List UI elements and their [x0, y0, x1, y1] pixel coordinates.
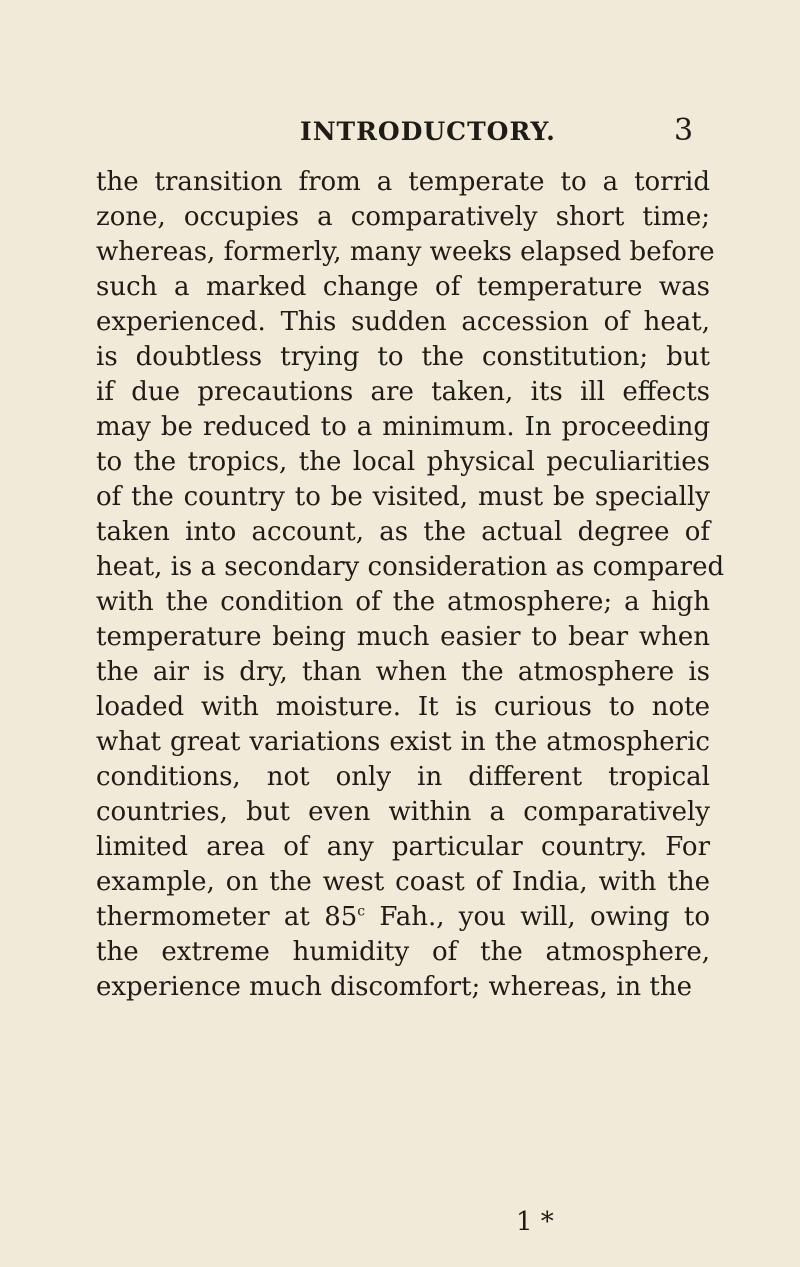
text-line-23: the extreme humidity of the atmosphere, [96, 937, 710, 967]
text-line-3: whereas, formerly, many weeks elapsed before [96, 237, 715, 267]
page-number: 3 [674, 113, 694, 148]
text-line-17: what great variations exist in the atmospheric [96, 727, 710, 757]
text-line-2: zone, occupies a comparatively short time; [96, 202, 710, 232]
text-line-15: the air is dry, than when the atmosphere is [96, 657, 710, 687]
text-line-4: such a marked change of temperature was [96, 272, 710, 302]
signature-mark: 1 * [516, 1207, 554, 1237]
text-line-13: with the condition of the atmosphere; a high [96, 587, 710, 617]
text-line-20: limited area of any particular country. For [96, 832, 710, 862]
text-line-5: experienced. This sudden accession of heat, [96, 307, 710, 337]
text-line-9: to the tropics, the local physical peculiarities [96, 447, 710, 477]
text-line-7: if due precautions are taken, its ill effects [96, 377, 710, 407]
text-line-19: countries, but even within a comparatively [96, 797, 710, 827]
temperature-superscript: c [357, 903, 366, 920]
text-line-22-start: thermometer at 85 [96, 902, 358, 932]
text-line-22 [96, 901, 710, 934]
text-line-6: is doubtless trying to the constitution; but [96, 342, 710, 372]
text-line-14: temperature being much easier to bear when [96, 622, 710, 652]
text-line-11: taken into account, as the actual degree of [96, 517, 710, 547]
text-line-10: of the country to be visited, must be specially [96, 482, 710, 512]
text-line-8: may be reduced to a minimum. In proceeding [96, 412, 710, 442]
text-line-1: the transition from a temperate to a torrid [96, 167, 710, 197]
text-line-12: heat, is a secondary consideration as compared [96, 552, 725, 582]
text-line-16: loaded with moisture. It is curious to note [96, 692, 710, 722]
text-line-21: example, on the west coast of India, with the [96, 867, 710, 897]
text-line-24: experience much discomfort; whereas, in the [96, 972, 692, 1002]
text-line-22-end: Fah., you will, owing to [365, 902, 710, 932]
chapter-title: INTRODUCTORY. [300, 117, 556, 146]
text-line-18: conditions, not only in different tropical [96, 762, 710, 792]
